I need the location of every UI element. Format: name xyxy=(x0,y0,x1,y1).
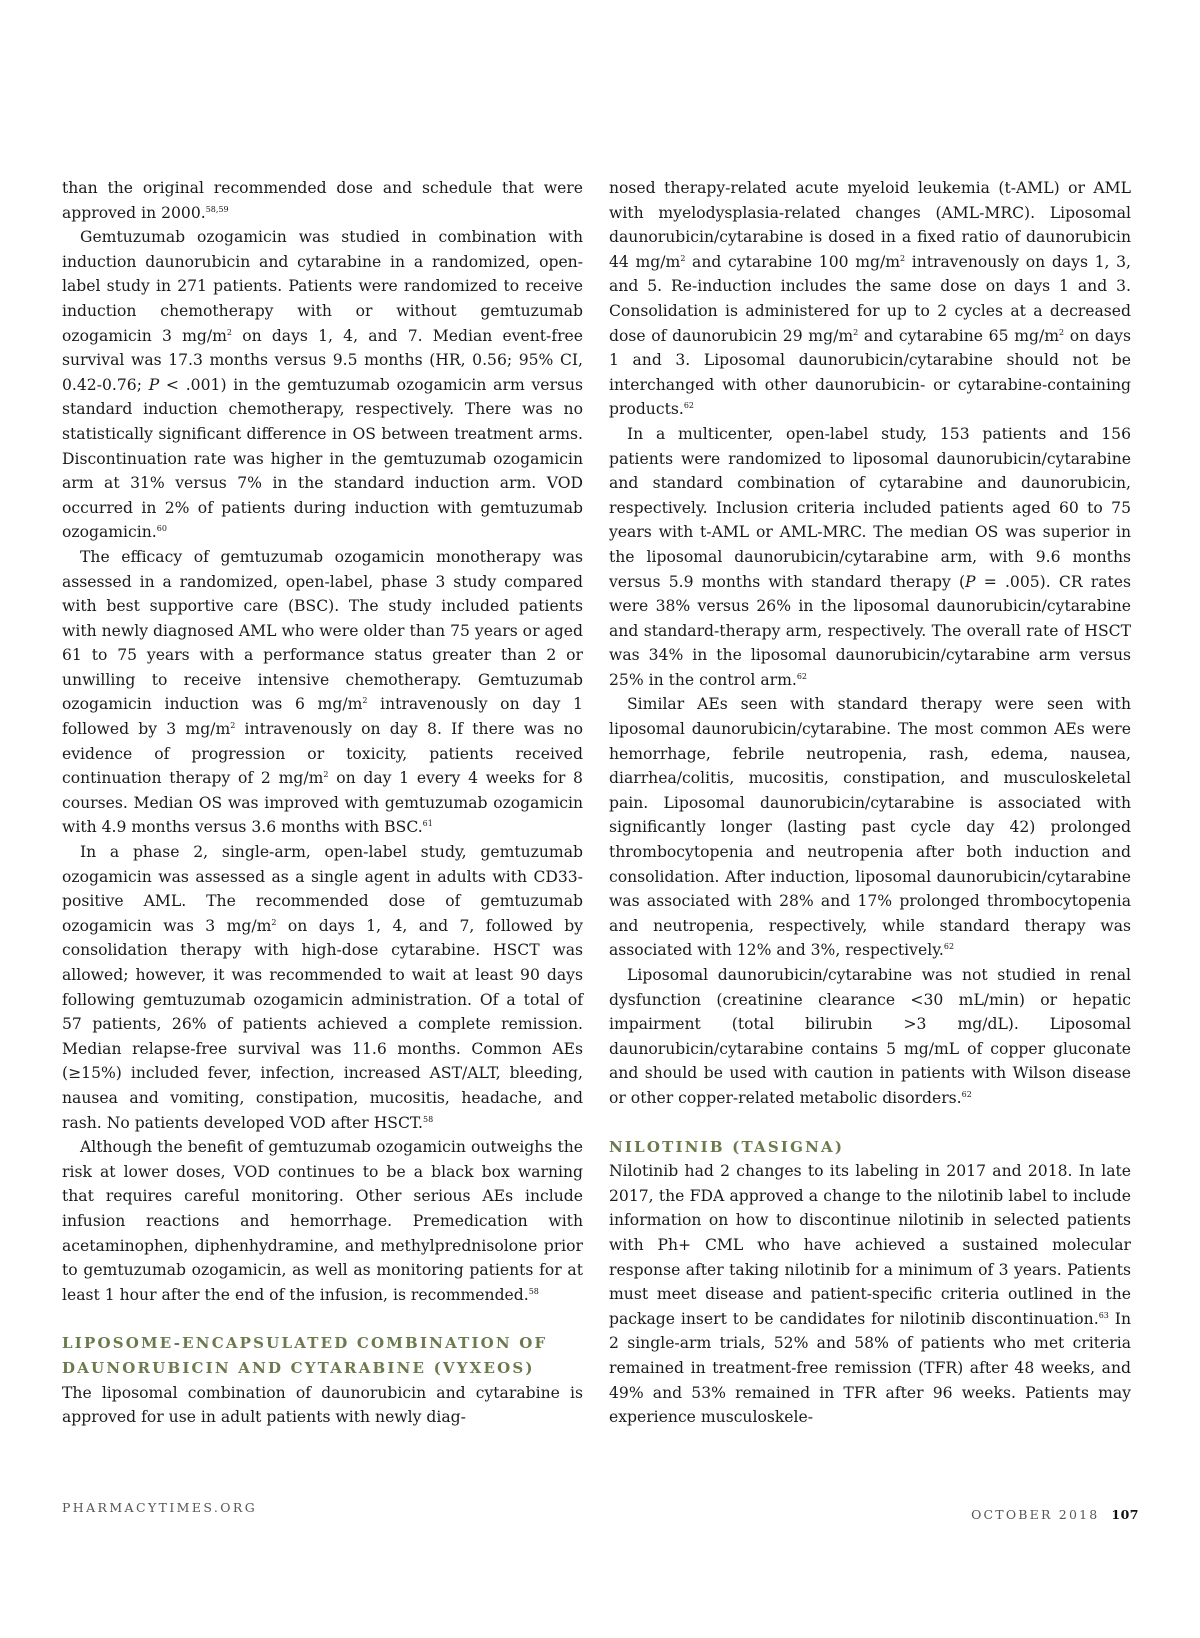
section-heading: NILOTINIB (TASIGNA) xyxy=(609,1137,845,1156)
reference-superscript: 62 xyxy=(796,671,807,681)
right-column xyxy=(609,176,1131,1430)
paragraph: In a multicenter, open-label study, 153 patients and 156 patients were randomized to liposomal daunorubicin/cytarabine and standard combination of cytarabine and daunorubicin, respectively. Inclusion criteria included patients aged 60 to 75 years with t-AML or AML-MRC. The median OS was superior in the liposomal daunorubicin/cytarabine arm, with 9.6 months versus 5.9 months with standard therapy (P = .005). CR rates were 38% versus 26% in the liposomal daunorubicin/cytarabine and standard-therapy arm, respectively. The overall rate of HSCT was 34% in the liposomal daunorubicin/cytarabine arm versus 25% in the control arm.$^{62}$ xyxy=(609,424,1131,689)
reference-superscript: 62 xyxy=(943,942,955,952)
reference-superscript: 63 xyxy=(1098,1310,1109,1320)
paragraph: nosed therapy-related acute myeloid leukemia (t-AML) or AML with myelodysplasia-related changes (AML-MRC). Liposomal daunorubicin/cytarabine is dosed in a fixed ratio of daunorubicin 44 $mg/m^2$ and cytarabine 100 $mg/m^2$ intravenously on days 1, 3, and 5. Re-induction includes the same dose on days 1 and 3. Consolidation is administered for up to 2 cycles at a decreased dose of daunorubicin 29 $mg/m^2$ and cytarabine 65 $mg/m^2$ on days 1 and 3. Liposomal daunorubicin/cytarabine should not be interchanged with other daunorubicin- or cytarabine-containing products.$^{62}$ xyxy=(609,179,1132,419)
paragraph: Similar AEs seen with standard therapy were seen with liposomal daunorubicin/cytarabine. The most common AEs were hemorrhage, febrile neutropenia, rash, edema, nausea, diarrhea/colitis, mucositis, constipation, and musculoskeletal pain. Liposomal daunorubicin/cytarabine is associated with significantly longer (lasting past cycle day 42) prolonged thrombocytopenia and neutropenia after both induction and consolidation. After induction, liposomal daunorubicin/cytarabine was associated with 28% and 17% prolonged thrombocytopenia and neutropenia, respectively, while standard therapy was associated with 12% and 3%, respectively.$^{62}$ xyxy=(609,695,1131,960)
reference-superscript: 58,59 xyxy=(205,204,229,214)
left-column xyxy=(62,176,583,1430)
paragraph: In a phase 2, single-arm, open-label study, gemtuzumab ozogamicin was assessed as a single agent in adults with CD33-positive AML. The recommended dose of gemtuzumab ozogamicin was 3 $mg/m^2$ on days 1, 4, and 7, followed by consolidation therapy with high-dose cytarabine. HSCT was allowed; however, it was recommended to wait at least 90 days following gemtuzumab ozogamicin administration. Of a total of 57 patients, 26% of patients achieved a complete remission. Median relapse-free survival was 11.6 months. Common AEs (≥15%) included fever, infection, increased AST/ALT, bleeding, nausea and vomiting, constipation, mucositis, headache, and rash. No patients developed VOD after HSCT.$^{58}$ xyxy=(62,843,583,1132)
reference-superscript: 58 xyxy=(423,1114,434,1124)
paragraph: Although the benefit of gemtuzumab ozogamicin outweighs the risk at lower doses, VOD continues to be a black box warning that requires careful monitoring. Other serious AEs include infusion reactions and hemorrhage. Premedication with acetaminophen, diphenhydramine, and methylprednisolone prior to gemtuzumab ozogamicin, as well as monitoring patients for at least 1 hour after the end of the infusion, is recommended.$^{58}$ xyxy=(62,1138,583,1304)
paragraph: The liposomal combination of daunorubicin and cytarabine is approved for use in adult patients with newly diag- xyxy=(62,1383,583,1427)
paragraph: Nilotinib had 2 changes to its labeling in 2017 and 2018. In late 2017, the FDA approved a change to the nilotinib label to include information on how to discontinue nilotinib in selected patients with Ph+ CML who have achieved a sustained molecular response after taking nilotinib for a minimum of 3 years. Patients must meet disease and patient-specific criteria outlined in the package insert to be candidates for nilotinib discontinuation.$^{63}$ In 2 single-arm trials, 52% and 58% of patients who met criteria remained in treatment-free remission (TFR) after 48 weeks, and 49% and 53% remained in TFR after 96 weeks. Patients may experience musculoskele- xyxy=(609,1162,1131,1427)
footer-site-name: PHARMACYTIMES.ORG xyxy=(62,1500,258,1515)
reference-superscript: 62 xyxy=(961,1089,972,1099)
paragraph: Liposomal daunorubicin/cytarabine was not studied in renal dysfunction (creatinine clearance <30 mL/min) or hepatic impairment (total bilirubin >3 mg/dL). Liposomal daunorubicin/cytarabine contains 5 mg/mL of copper gluconate and should be used with caution in patients with Wilson disease or other copper-related metabolic disorders.$^{62}$ xyxy=(609,966,1131,1107)
footer-issue xyxy=(971,1507,1139,1522)
paragraph: Gemtuzumab ozogamicin was studied in combination with induction daunorubicin and cytarabine in a randomized, open-label study in 271 patients. Patients were randomized to receive induction chemotherapy with or without gemtuzumab ozogamicin 3 $mg/m^2$ on days 1, 4, and 7. Median event-free survival was 17.3 months versus 9.5 months (HR, 0.56; 95% CI, 0.42-0.76; P < .001) in the gemtuzumab ozogamicin arm versus standard induction chemotherapy, respectively. There was no statistically significant difference in OS between treatment arms. Discontinuation rate was higher in the gemtuzumab ozogamicin arm at 31% versus 7% in the standard induction arm. VOD occurred in 2% of patients during induction with gemtuzumab ozogamicin.$^{60}$ xyxy=(62,228,584,542)
reference-superscript: 60 xyxy=(156,524,167,534)
paragraph: The efficacy of gemtuzumab ozogamicin monotherapy was assessed in a randomized, open-label, phase 3 study compared with best supportive care (BSC). The study included patients with newly diagnosed AML who were older than 75 years or aged 61 to 75 years with a performance status greater than 2 or unwilling to receive intensive chemotherapy. Gemtuzumab ozogamicin induction was 6 $mg/m^2$ intravenously on day 1 followed by 3 $mg/m^2$ intravenously on day 8. If there was no evidence of progression or toxicity, patients received continuation therapy of 2 $mg/m^2$ on day 1 every 4 weeks for 8 courses. Median OS was improved with gemtuzumab ozogamicin with 4.9 months versus 3.6 months with BSC.$^{61}$ xyxy=(62,547,583,837)
reference-superscript: 61 xyxy=(422,819,433,829)
section-heading: LIPOSOME-ENCAPSULATED COMBINATION OF DAUNORUBICIN AND CYTARABINE (VYXEOS) xyxy=(62,1334,548,1377)
page-number: 107 xyxy=(1111,1507,1139,1522)
issue-date: OCTOBER 2018 xyxy=(971,1507,1100,1522)
reference-superscript: 58 xyxy=(528,1286,539,1296)
reference-superscript: 62 xyxy=(683,401,694,411)
paragraph: than the original recommended dose and schedule that were approved in 2000.$^{58,59}$ xyxy=(62,179,583,222)
